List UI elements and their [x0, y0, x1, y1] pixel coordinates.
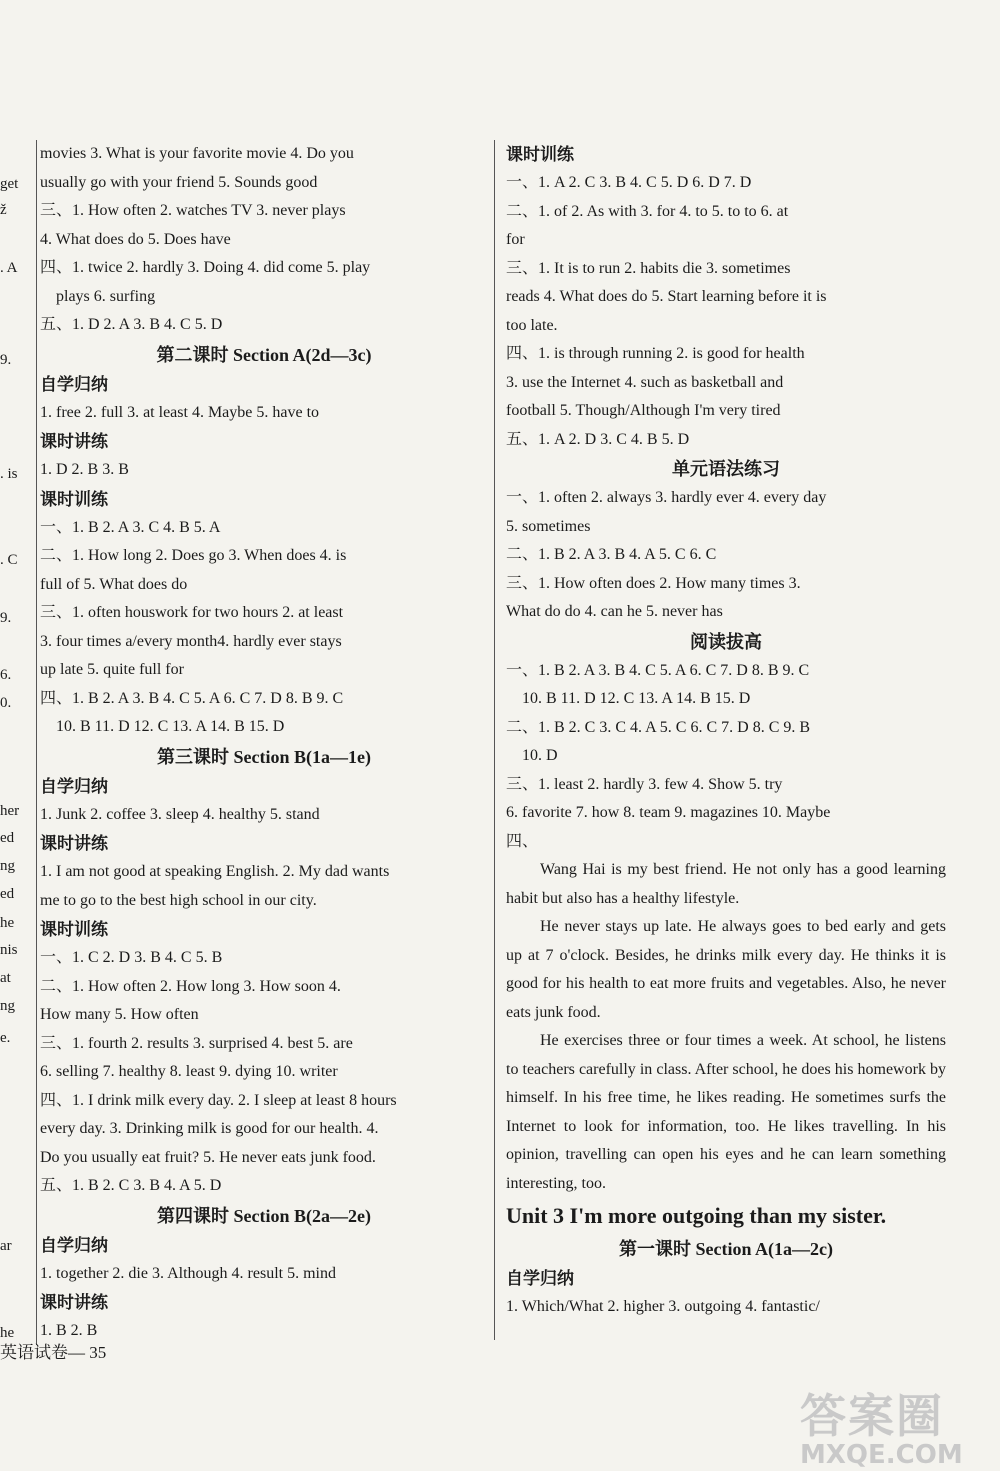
- answer-line: 三、1. least 2. hardly 3. few 4. Show 5. try: [506, 775, 783, 793]
- edge-fragment: get: [0, 176, 19, 192]
- answer-line: every day. 3. Drinking milk is good for our health. 4.: [40, 1120, 379, 1137]
- edge-fragment: ed: [0, 830, 15, 846]
- answer-line: 1. Junk 2. coffee 3. sleep 4. healthy 5. stand: [40, 805, 320, 823]
- section-heading: 课时讲练: [40, 1293, 108, 1312]
- essay-paragraph: Wang Hai is my best friend. He not only has a good learning habit but also has a healthy lifestyle.: [506, 861, 946, 907]
- answer-line: 四、1. B 2. A 3. B 4. C 5. A 6. C 7. D 8. B 9. C: [40, 689, 344, 707]
- answer-line: Do you usually eat fruit? 5. He never eats junk food.: [40, 1148, 376, 1166]
- essay-paragraph: He never stays up late. He always goes to bed early and gets up at 7 o'clock. Besides, he drinks milk every day. He thinks it is good for his health to eat more fruits and vegetables. Also, he never eats junk food.: [506, 918, 946, 1021]
- page-footer: 英语试卷— 35: [0, 1343, 107, 1362]
- watermark-logo: [800, 1380, 963, 1470]
- edge-fragment: ed: [0, 886, 15, 902]
- lesson-title: 第一课时 Section A(1a—2c): [619, 1239, 833, 1259]
- edge-fragment: . is: [0, 466, 18, 482]
- answer-line: plays 6. surfing: [56, 287, 156, 305]
- edge-fragment: ar: [0, 1238, 12, 1254]
- edge-fragment: ng: [0, 998, 15, 1014]
- edge-fragment: at: [0, 970, 11, 986]
- answer-line: 一、1. B 2. A 3. B 4. C 5. A 6. C 7. D 8. B 9. C: [506, 661, 810, 679]
- edge-fragment: he: [0, 915, 15, 931]
- section-heading: 课时训练: [506, 145, 574, 164]
- edge-fragment: 9.: [0, 610, 12, 626]
- answer-line: 1. Which/What 2. higher 3. outgoing 4. fantastic/: [506, 1298, 820, 1315]
- answer-line: me to go to the best high school in our city.: [40, 891, 317, 909]
- watermark-url: MXQE.COM: [800, 1440, 963, 1470]
- answer-line: 一、1. B 2. A 3. C 4. B 5. A: [40, 518, 221, 536]
- edge-fragment: ž: [0, 202, 7, 218]
- answer-line: 四、1. I drink milk every day. 2. I sleep at least 8 hours: [40, 1091, 397, 1109]
- answer-line: 1. I am not good at speaking English. 2. My dad wants: [40, 863, 390, 880]
- answer-line: 6. favorite 7. how 8. team 9. magazines 10. Maybe: [506, 804, 831, 821]
- essay-paragraph: He exercises three or four times a week. At school, he listens to teachers carefully in class. After school, he does his homework by himself. In his free time, he likes reading. He sometimes surfs the Internet to look for information, too. He likes travelling. In his opinion, travelling can open his eyes and he can learn something interesting, too.: [506, 1032, 946, 1192]
- answer-line: 五、1. A 2. D 3. C 4. B 5. D: [506, 430, 690, 448]
- answer-line: 一、1. often 2. always 3. hardly ever 4. every day: [506, 489, 827, 506]
- edge-fragment: ng: [0, 858, 15, 874]
- answer-line: usually go with your friend 5. Sounds good: [40, 173, 318, 191]
- lesson-title: 单元语法练习: [672, 459, 780, 479]
- answer-line: 三、1. How often 2. watches TV 3. never plays: [40, 202, 346, 219]
- answer-line: 四、: [506, 832, 539, 850]
- answer-line: 二、1. How long 2. Does go 3. When does 4. is: [40, 547, 347, 564]
- answer-line: 1. D 2. B 3. B: [40, 461, 129, 478]
- lesson-title: 第三课时 Section B(1a—1e): [157, 746, 371, 767]
- edge-fragment: 9.: [0, 352, 12, 368]
- section-heading: 自学归纳: [506, 1269, 574, 1288]
- answer-line: 三、1. How often does 2. How many times 3.: [506, 574, 801, 592]
- answer-line: 四、1. twice 2. hardly 3. Doing 4. did come 5. play: [40, 259, 371, 276]
- answer-line: 二、1. B 2. C 3. C 4. A 5. C 6. C 7. D 8. C 9. B: [506, 718, 811, 736]
- edge-fragment: . C: [0, 552, 18, 568]
- answer-line: reads 4. What does do 5. Start learning before it is: [506, 288, 827, 305]
- answer-line: 四、1. is through running 2. is good for health: [506, 345, 805, 362]
- lesson-title: 第二课时 Section A(2d—3c): [156, 344, 372, 365]
- answer-line: 三、1. fourth 2. results 3. surprised 4. best 5. are: [40, 1034, 353, 1052]
- answer-line: too late.: [506, 316, 558, 334]
- lesson-title: 第四课时 Section B(2a—2e): [157, 1205, 371, 1226]
- edge-fragment: 0.: [0, 695, 12, 711]
- answer-line: 五、1. B 2. C 3. B 4. A 5. D: [40, 1177, 222, 1194]
- answer-line: 二、1. B 2. A 3. B 4. A 5. C 6. C: [506, 546, 717, 563]
- lesson-title: 阅读拔高: [690, 631, 762, 652]
- unit-title: Unit 3 I'm more outgoing than my sister.: [506, 1203, 887, 1228]
- answer-line: 4. What does do 5. Does have: [40, 230, 231, 248]
- section-heading: 自学归纳: [40, 1235, 108, 1255]
- answer-line: movies 3. What is your favorite movie 4. Do you: [40, 145, 354, 162]
- answer-line: 1. together 2. die 3. Although 4. result 5. mind: [40, 1264, 336, 1282]
- edge-fragment: he: [0, 1325, 15, 1341]
- answer-line: 6. selling 7. healthy 8. least 9. dying 10. writer: [40, 1063, 338, 1080]
- answer-line: football 5. Though/Although I'm very tired: [506, 402, 781, 419]
- edge-fragment: her: [0, 803, 20, 819]
- section-heading: 自学归纳: [40, 776, 108, 796]
- answer-line: 五、1. D 2. A 3. B 4. C 5. D: [40, 316, 223, 333]
- answer-line: 10. B 11. D 12. C 13. A 14. B 15. D: [522, 690, 751, 707]
- answer-line: 二、1. How often 2. How long 3. How soon 4.: [40, 977, 341, 995]
- answer-line: for: [506, 231, 525, 248]
- answer-line: 1. free 2. full 3. at least 4. Maybe 5. have to: [40, 403, 320, 421]
- edge-fragment: 6.: [0, 667, 12, 683]
- answer-line: 一、1. C 2. D 3. B 4. C 5. B: [40, 949, 223, 966]
- section-heading: 课时训练: [40, 920, 108, 939]
- section-heading: 课时讲练: [40, 834, 108, 853]
- left-column: [40, 140, 488, 1346]
- right-column: [506, 140, 946, 1322]
- edge-fragment: nis: [0, 942, 18, 958]
- answer-line: 3. four times a/every month4. hardly ever stays: [40, 632, 342, 650]
- answer-line: 三、1. It is to run 2. habits die 3. sometimes: [506, 259, 791, 277]
- answer-line: 三、1. often houswork for two hours 2. at least: [40, 604, 344, 621]
- watermark-text: 答案圈: [800, 1389, 944, 1443]
- answer-line: 一、1. A 2. C 3. B 4. C 5. D 6. D 7. D: [506, 174, 752, 191]
- column-divider: [494, 140, 495, 1340]
- answer-line: 10. D: [522, 747, 558, 764]
- left-column-rule: [36, 140, 37, 1345]
- answer-line: 1. B 2. B: [40, 1322, 98, 1339]
- edge-fragment: . A: [0, 260, 18, 276]
- answer-line: How many 5. How often: [40, 1006, 199, 1023]
- edge-fragment: e.: [0, 1030, 11, 1046]
- answer-line: 5. sometimes: [506, 517, 591, 535]
- answer-line: full of 5. What does do: [40, 575, 188, 593]
- answer-line: 二、1. of 2. As with 3. for 4. to 5. to to 6. at: [506, 202, 789, 220]
- answer-line: 3. use the Internet 4. such as basketball and: [506, 373, 784, 391]
- section-heading: 课时讲练: [40, 432, 108, 451]
- answer-line: What do do 4. can he 5. never has: [506, 603, 723, 620]
- answer-line: 10. B 11. D 12. C 13. A 14. B 15. D: [56, 718, 285, 735]
- answer-line: up late 5. quite full for: [40, 661, 184, 678]
- section-heading: 自学归纳: [40, 374, 108, 394]
- section-heading: 课时训练: [40, 489, 108, 509]
